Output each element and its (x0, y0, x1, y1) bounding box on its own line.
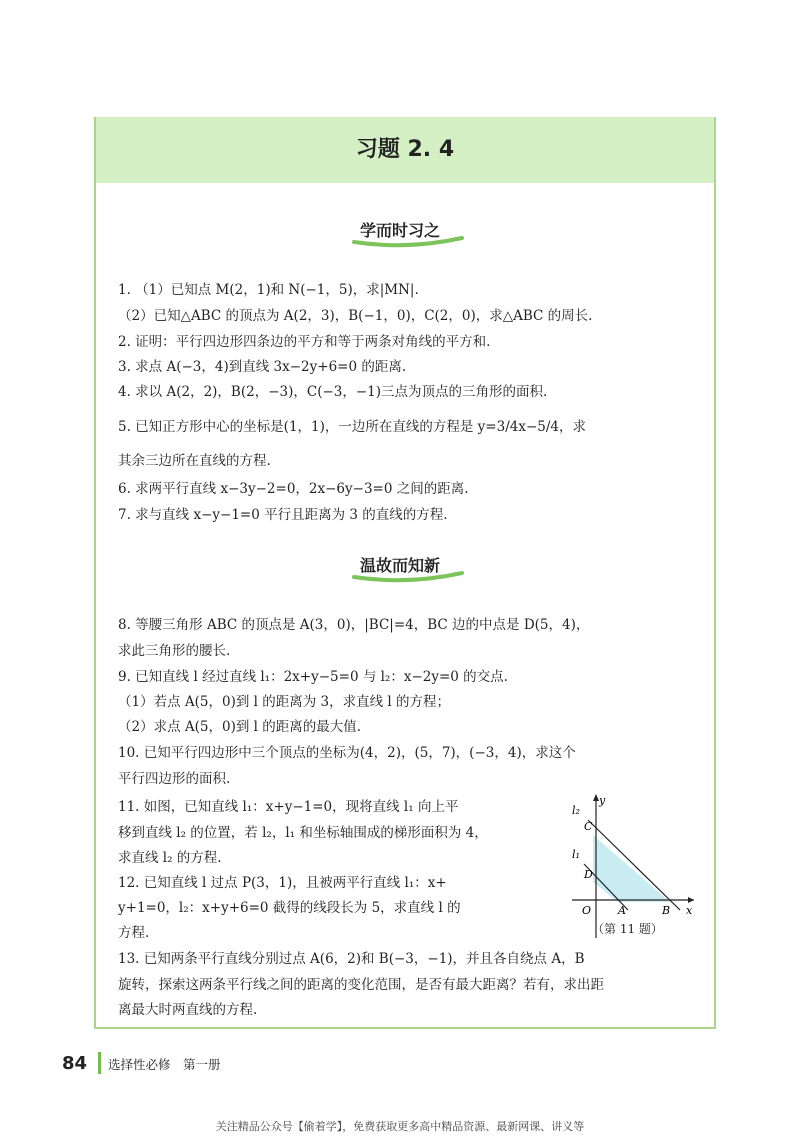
label-o: O (582, 904, 592, 917)
label-x: x (686, 904, 693, 917)
heading-underline-decoration (352, 234, 464, 248)
problem-5b: 其余三边所在直线的方程. (118, 453, 271, 469)
problem-13c: 离最大时两直线的方程. (118, 1002, 258, 1018)
label-l1: l₁ (572, 848, 580, 861)
book-title: 选择性必修 第一册 (108, 1057, 221, 1072)
heading-underline-decoration (352, 569, 464, 583)
figure-caption: （第 11 题） (592, 922, 663, 936)
problem-13b: 旋转，探索这两条平行线之间的距离的变化范围，是否有最大距离？若有，求出距 (118, 977, 604, 993)
problem-1a: 1. （1）已知点 M(2，1)和 N(−1，5)，求|MN|. (118, 282, 419, 298)
page-title: 习题 2. 4 (94, 117, 716, 183)
problem-11a: 11. 如图，已知直线 l₁：x+y−1=0，现将直线 l₁ 向上平 (118, 799, 459, 815)
section-heading-review: 学而时习之 (359, 221, 440, 240)
problem-11c: 求直线 l₂ 的方程. (118, 850, 222, 866)
problem-10a: 10. 已知平行四边形中三个顶点的坐标为(4，2)，(5，7)，(−3，4)，求这个 (118, 745, 576, 761)
problem-10b: 平行四边形的面积. (118, 771, 231, 787)
label-b: B (662, 904, 671, 917)
problem-7: 7. 求与直线 x−y−1=0 平行且距离为 3 的直线的方程. (118, 507, 448, 523)
watermark-text: 关注精品公众号【偷着学】，免费获取更多高中精品资源、最新网课、讲义等 (215, 1120, 585, 1133)
trapezoid-region (593, 835, 670, 902)
problem-12a: 12. 已知直线 l 过点 P(3，1)，且被两平行直线 l₁：x+ (118, 875, 447, 891)
label-y: y (599, 794, 606, 807)
problem-8a: 8. 等腰三角形 ABC 的顶点是 A(3，0)，|BC|=4，BC 边的中点是 D(5，4)， (118, 617, 590, 633)
problem-11b: 移到直线 l₂ 的位置，若 l₂，l₁ 和坐标轴围成的梯形面积为 4， (118, 825, 488, 841)
section-heading-extend: 温故而知新 (359, 556, 440, 575)
figure-problem-11 (566, 792, 696, 940)
problem-1b: （2）已知△ABC 的顶点为 A(2，3)，B(−1，0)，C(2，0)，求△ABC 的周长. (118, 308, 593, 324)
footer-divider (98, 1052, 101, 1074)
label-a: A (618, 904, 626, 917)
problem-9a: 9. 已知直线 l 经过直线 l₁：2x+y−5=0 与 l₂：x−2y=0 的交点. (118, 669, 508, 685)
problem-12c: 方程. (118, 925, 150, 941)
problem-12b: y+1=0，l₂：x+y+6=0 截得的线段长为 5，求直线 l 的 (118, 900, 461, 916)
problem-3: 3. 求点 A(−3，4)到直线 3x−2y+6=0 的距离. (118, 359, 407, 375)
problem-6: 6. 求两平行直线 x−3y−2=0，2x−6y−3=0 之间的距离. (118, 481, 469, 497)
page-number: 84 (62, 1053, 88, 1074)
problem-13a: 13. 已知两条平行直线分别过点 A(6，2)和 B(−3，−1)，并且各自绕点 A，B (118, 951, 585, 967)
label-c: C (584, 820, 593, 833)
x-axis-arrow (688, 897, 694, 903)
problem-9c: （2）求点 A(5，0)到 l 的距离的最大值. (118, 719, 362, 735)
label-l2: l₂ (572, 804, 580, 817)
label-d: D (584, 868, 593, 881)
problem-2: 2. 证明：平行四边形四条边的平方和等于两条对角线的平方和. (118, 334, 491, 350)
problem-8b: 求此三角形的腰长. (118, 643, 231, 659)
problem-5a: 5. 已知正方形中心的坐标是(1，1)，一边所在直线的方程是 y=3/4x−5/4，求 (118, 419, 586, 435)
problem-4: 4. 求以 A(2，2)，B(2，−3)，C(−3，−1)三点为顶点的三角形的面积. (118, 384, 548, 400)
problem-9b: （1）若点 A(5，0)到 l 的距离为 3，求直线 l 的方程； (118, 694, 451, 710)
